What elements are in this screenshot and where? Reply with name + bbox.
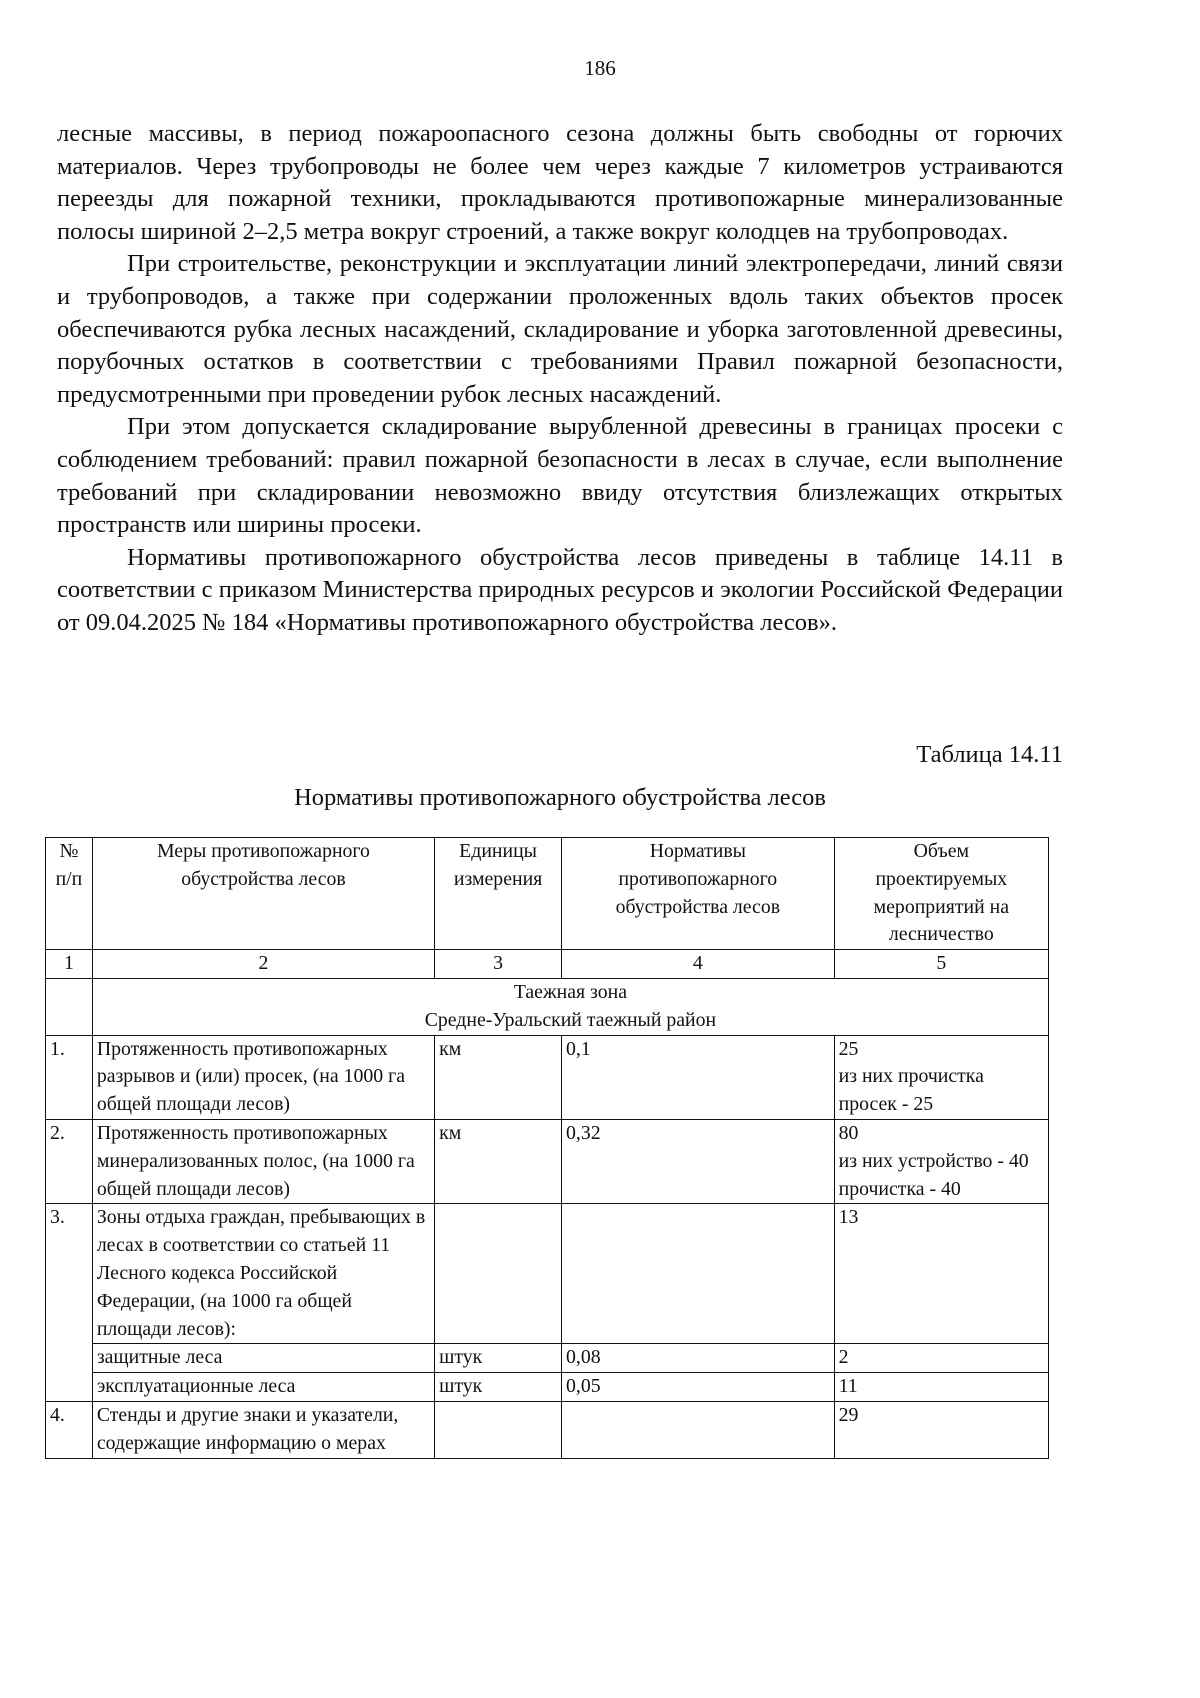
column-number-cell: 1: [46, 950, 93, 979]
unit-cell: [435, 1401, 562, 1458]
unit-cell: км: [435, 1119, 562, 1203]
row-number-cell: 3.: [46, 1204, 93, 1402]
table-row: [46, 1204, 1049, 1344]
column-number-cell: 2: [92, 950, 434, 979]
norm-cell: 0,08: [562, 1344, 835, 1373]
row-number-cell: 4.: [46, 1401, 93, 1458]
zone-empty-cell: [46, 978, 93, 1035]
header-cell-number: № п/п: [46, 838, 93, 950]
header-cell-norms: Нормативы противопожарного обустройства лесов: [562, 838, 835, 950]
column-number-cell: 3: [435, 950, 562, 979]
norm-cell: [562, 1401, 835, 1458]
table-row: [46, 1035, 1049, 1119]
measure-cell: Зоны отдыха граждан, пребывающих в лесах в соответствии со статьей 11 Лесного кодекса Российской Федерации, (на 1000 га общей площади лесов):: [92, 1204, 434, 1344]
header-cell-measures: Меры противопожарного обустройства лесов: [92, 838, 434, 950]
row-number-cell: 2.: [46, 1119, 93, 1203]
volume-cell: 11: [834, 1373, 1048, 1402]
table-row: [46, 1119, 1049, 1203]
unit-cell: км: [435, 1035, 562, 1119]
measure-cell: Протяженность противопожарных разрывов и (или) просек, (на 1000 га общей площади лесов): [92, 1035, 434, 1119]
column-number-cell: 4: [562, 950, 835, 979]
paragraph: Нормативы противопожарного обустройства лесов приведены в таблице 14.11 в соответствии с приказом Министерства природных ресурсов и экологии Российской Федерации от 09.04.2025 № 184 «Нормативы противопожарного обустройства лесов».: [57, 543, 1063, 636]
norm-cell: 0,32: [562, 1119, 835, 1203]
measure-cell: Протяженность противопожарных минерализованных полос, (на 1000 га общей площади лесов): [92, 1119, 434, 1203]
column-number-row: [46, 950, 1049, 979]
measure-cell: эксплуатационные леса: [92, 1373, 434, 1402]
table-header-row: [46, 838, 1049, 950]
volume-cell: 29: [834, 1401, 1048, 1458]
header-cell-units: Единицы измерения: [435, 838, 562, 950]
norm-cell: 0,05: [562, 1373, 835, 1402]
unit-cell: штук: [435, 1373, 562, 1402]
row-number-cell: 1.: [46, 1035, 93, 1119]
table-row: [46, 1373, 1049, 1402]
zone-row: [46, 978, 1049, 1035]
paragraph: лесные массивы, в период пожароопасного сезона должны быть свободны от горючих материалов. Через трубопроводы не более чем через каждые 7 километров устраиваются переезды для пожарной техники, прокладываются противопожарные минерализованные полосы шириной 2–2,5 метра вокруг строений, а также вокруг колодцев на трубопроводах.: [57, 120, 1063, 245]
norm-cell: [562, 1204, 835, 1344]
measure-cell: защитные леса: [92, 1344, 434, 1373]
header-cell-volume: Объем проектируемых мероприятий на лесничество: [834, 838, 1048, 950]
body-text: [57, 118, 1063, 640]
table-row: [46, 1344, 1049, 1373]
table-title: Нормативы противопожарного обустройства лесов: [294, 784, 826, 811]
paragraph: При строительстве, реконструкции и эксплуатации линий электропередачи, линий связи и трубопроводов, а также при содержании проложенных вдоль таких объектов просек обеспечиваются рубка лесных насаждений, складирование и уборка заготовленной древесины, порубочных остатков в соответствии с требованиями Правил пожарной безопасности, предусмотренными при проведении рубок лесных насаждений.: [57, 250, 1063, 408]
column-number-cell: 5: [834, 950, 1048, 979]
norm-cell: 0,1: [562, 1035, 835, 1119]
unit-cell: [435, 1204, 562, 1344]
table-row: [46, 1401, 1049, 1458]
volume-cell: 25 из них прочистка просек - 25: [834, 1035, 1048, 1119]
volume-cell: 13: [834, 1204, 1048, 1344]
volume-cell: 80 из них устройство - 40 прочистка - 40: [834, 1119, 1048, 1203]
norms-table: [45, 837, 1049, 1459]
page-number: 186: [584, 56, 616, 80]
unit-cell: штук: [435, 1344, 562, 1373]
measure-cell: Стенды и другие знаки и указатели, содержащие информацию о мерах: [92, 1401, 434, 1458]
paragraph: При этом допускается складирование вырубленной древесины в границах просеки с соблюдением требований: правил пожарной безопасности в лесах в случае, если выполнение требований при складировании невозможно ввиду отсутствия близлежащих открытых пространств или ширины просеки.: [57, 413, 1063, 539]
volume-cell: 2: [834, 1344, 1048, 1373]
zone-cell: Таежная зона Средне-Уральский таежный район: [92, 978, 1048, 1035]
table-label: Таблица 14.11: [916, 741, 1063, 768]
